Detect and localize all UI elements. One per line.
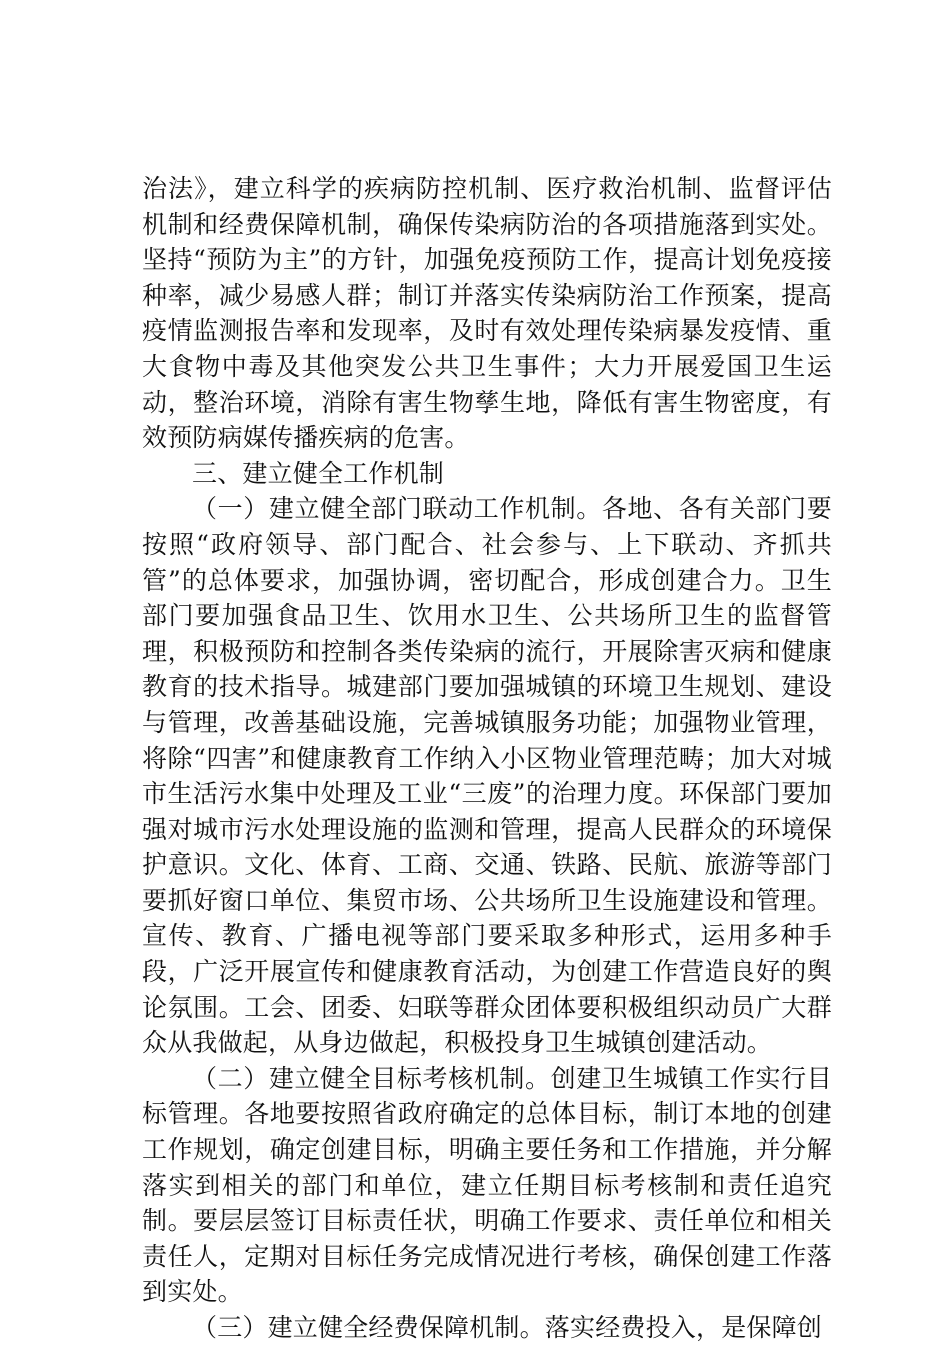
paragraph-funding-guarantee: （三）建立健全经费保障机制。落实经费投入，是保障创 <box>192 1313 823 1342</box>
section-heading-work-mechanism: 三、建立健全工作机制 <box>192 458 445 488</box>
paragraph-epidemic-control: 治法》，建立科学的疾病防控机制、医疗救治机制、监督评估机制和经费保障机制，确保传染病防治的各项措施落到实处。坚持“预防为主”的方针，加强免疫预防工作，提高计划免疫接种率，减少易感人群；制订并落实传染病防治工作预案，提高疫情监测报告率和发现率，及时有效处理传染病暴发疫情、重大食物中毒及其他突发公共卫生事件；大力开展爱国卫生运动，整治环境，消除有害生物孳生地，降低有害生物密度，有效预防病媒传播疾病的危害。 <box>142 174 832 453</box>
paragraph-target-assessment: （二）建立健全目标考核机制。创建卫生城镇工作实行目标管理。各地要按照省政府确定的总体目标，制订本地的创建工作规划，确定创建目标，明确主要任务和工作措施，并分解落实到相关的部门和单位，建立任期目标考核制和责任追究制。要层层签订目标责任状，明确工作要求、责任单位和相关责任人，定期对目标任务完成情况进行考核，确保创建工作落到实处。 <box>142 1063 832 1307</box>
document-body <box>142 171 832 1346</box>
paragraph-department-linkage: （一）建立健全部门联动工作机制。各地、各有关部门要按照“政府领导、部门配合、社会参与、上下联动、齐抓共管”的总体要求，加强协调，密切配合，形成创建合力。卫生部门要加强食品卫生、饮用水卫生、公共场所卫生的监督管理，积极预防和控制各类传染病的流行，开展除害灭病和健康教育的技术指导。城建部门要加强城镇的环境卫生规划、建设与管理，改善基础设施，完善城镇服务功能；加强物业管理，将除“四害”和健康教育工作纳入小区物业管理范畴；加大对城市生活污水集中处理及工业“三废”的治理力度。环保部门要加强对城市污水处理设施的监测和管理，提高人民群众的环境保护意识。文化、体育、工商、交通、铁路、民航、旅游等部门要抓好窗口单位、集贸市场、公共场所卫生设施建设和管理。宣传、教育、广播电视等部门要采取多种形式，运用多种手段，广泛开展宣传和健康教育活动，为创建工作营造良好的舆论氛围。工会、团委、妇联等群众团体要积极组织动员广大群众从我做起，从身边做起，积极投身卫生城镇创建活动。 <box>142 494 832 1058</box>
